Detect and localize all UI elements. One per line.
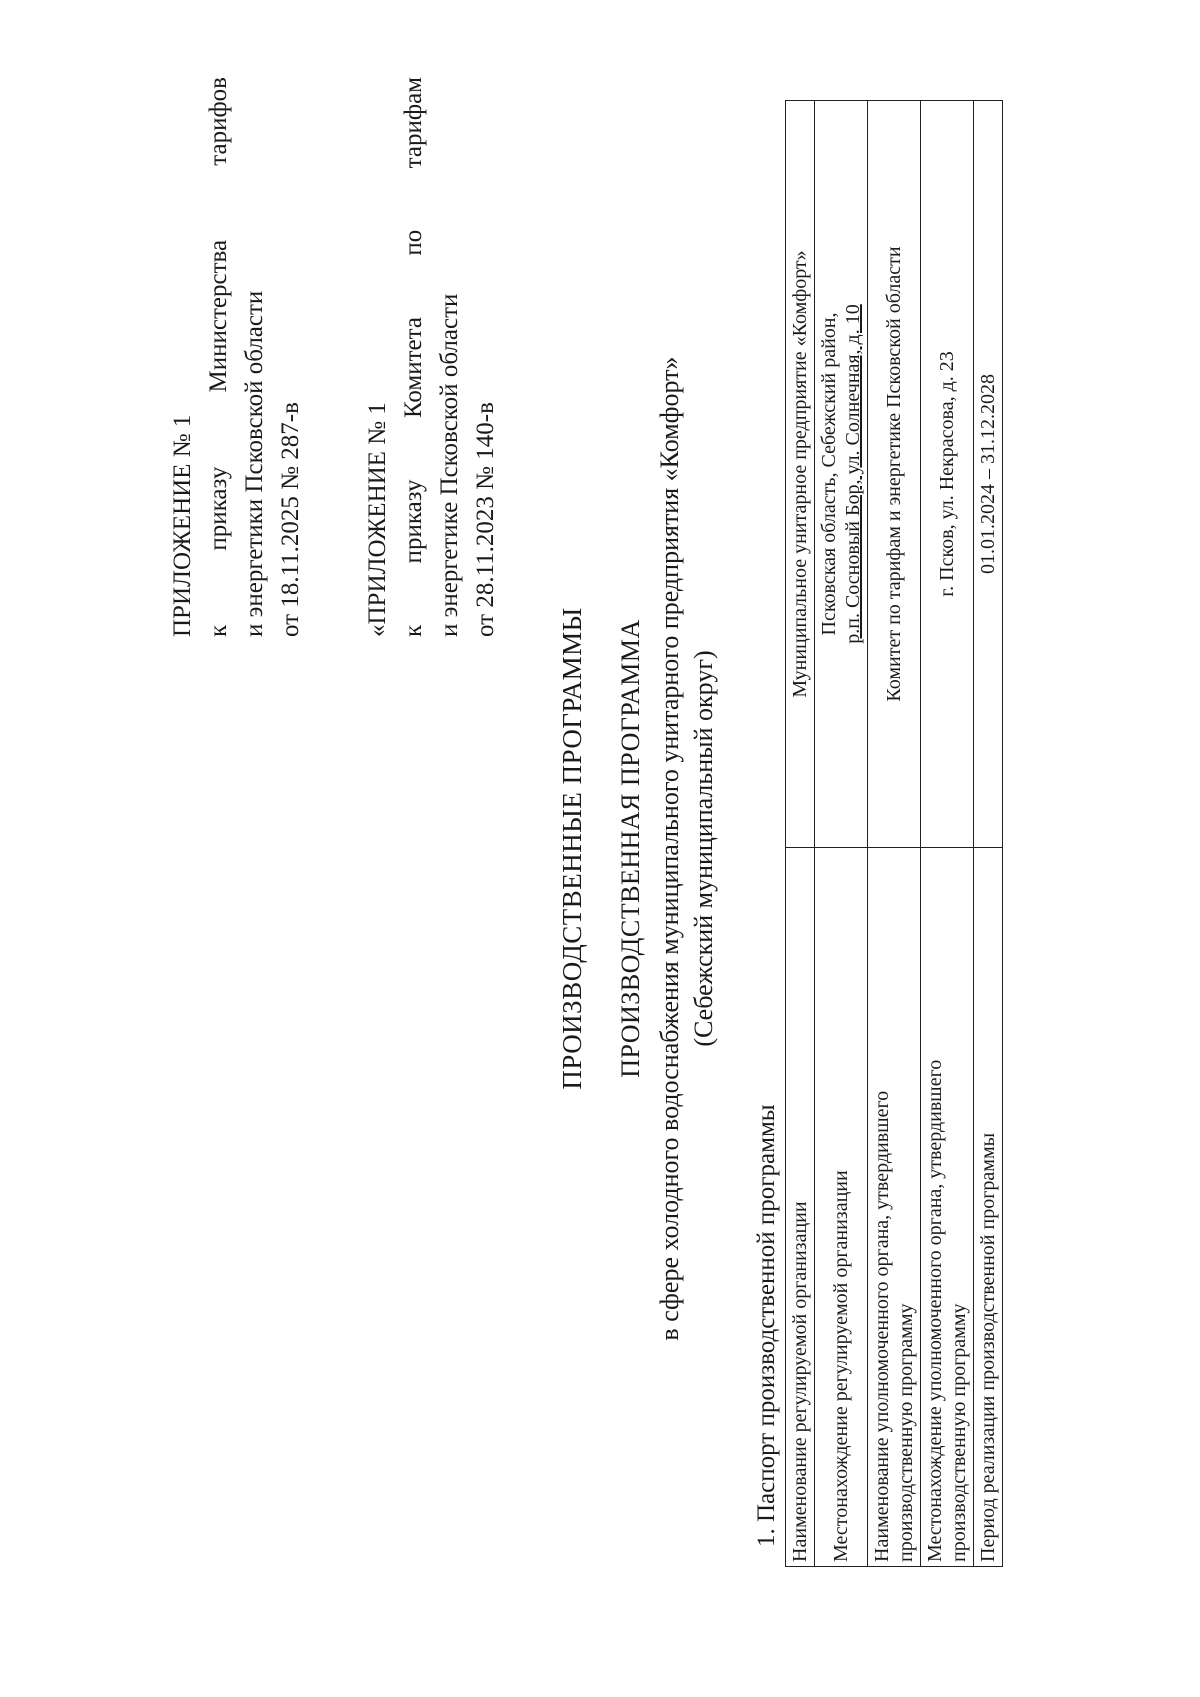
appendix-authority: и энергетики Псковской области: [241, 290, 268, 637]
appendix-title: ПРИЛОЖЕНИЕ № 1: [169, 414, 196, 637]
row-value-line: Псковская область, Себежский район,: [818, 312, 840, 636]
table-row: [815, 101, 868, 1567]
row-label: Период реализации производственной программы: [974, 848, 1003, 1567]
appendix-order-line: [396, 77, 432, 637]
program-region: (Себежский муниципальный округ): [689, 650, 718, 1047]
appendix-order-date: от 28.11.2023 № 140-в: [472, 402, 499, 637]
row-label: Местонахождение регулируемой организации: [815, 848, 868, 1567]
passport-heading: 1. Паспорт производственной программы: [753, 1104, 780, 1547]
program-subtitle: в сфере холодного водоснабжения муниципального унитарного предприятия «Комфорт»: [655, 356, 684, 1341]
appendix-order-line: [201, 77, 237, 637]
program-title: ПРОИЗВОДСТВЕННАЯ ПРОГРАММА: [616, 619, 645, 1078]
row-label: Наименование регулируемой организации: [786, 848, 815, 1567]
row-value: Комитет по тарифам и энергетике Псковской области: [868, 101, 921, 848]
table-row: [786, 101, 815, 1567]
appendix-word: к: [205, 624, 232, 637]
appendix-word: по: [400, 229, 427, 256]
appendix-title: «ПРИЛОЖЕНИЕ № 1: [364, 402, 391, 637]
appendix-word: Комитета: [400, 317, 427, 419]
appendix-word: Министерства: [205, 239, 232, 393]
table-row: [868, 101, 921, 1567]
row-value: г. Псков, ул. Некрасова, д. 23: [921, 101, 974, 848]
passport-table: [785, 100, 1003, 1567]
table-row: [974, 101, 1003, 1567]
appendix-current-order: [165, 77, 309, 637]
row-label-line: производственную программу: [948, 1303, 970, 1562]
appendix-authority: и энергетике Псковской области: [436, 293, 463, 637]
row-value-line: р.п. Сосновый Бор, ул. Солнечная, д. 10: [842, 304, 864, 644]
appendix-word: тарифам: [400, 77, 427, 169]
main-title: ПРОИЗВОДСТВЕННЫЕ ПРОГРАММЫ: [557, 607, 587, 1090]
row-label: [868, 848, 921, 1567]
row-label-line: Местонахождение уполномоченного органа, утвердившего: [924, 1059, 946, 1562]
appendix-order-date: от 18.11.2025 № 287-в: [277, 402, 304, 637]
appendix-previous-order: [360, 77, 504, 637]
appendix-word: тарифов: [205, 77, 232, 166]
appendix-word: к: [400, 624, 427, 637]
row-value: 01.01.2024 – 31.12.2028: [974, 101, 1003, 848]
row-value: Муниципальное унитарное предприятие «Комфорт»: [786, 101, 815, 848]
appendix-word: приказу: [205, 466, 232, 551]
row-label-line: производственную программу: [895, 1303, 917, 1562]
table-row: [921, 101, 974, 1567]
row-label: [921, 848, 974, 1567]
row-label-line: Наименование уполномоченного органа, утвердившего: [871, 1090, 893, 1562]
appendix-word: приказу: [400, 479, 427, 564]
row-value: [815, 101, 868, 848]
